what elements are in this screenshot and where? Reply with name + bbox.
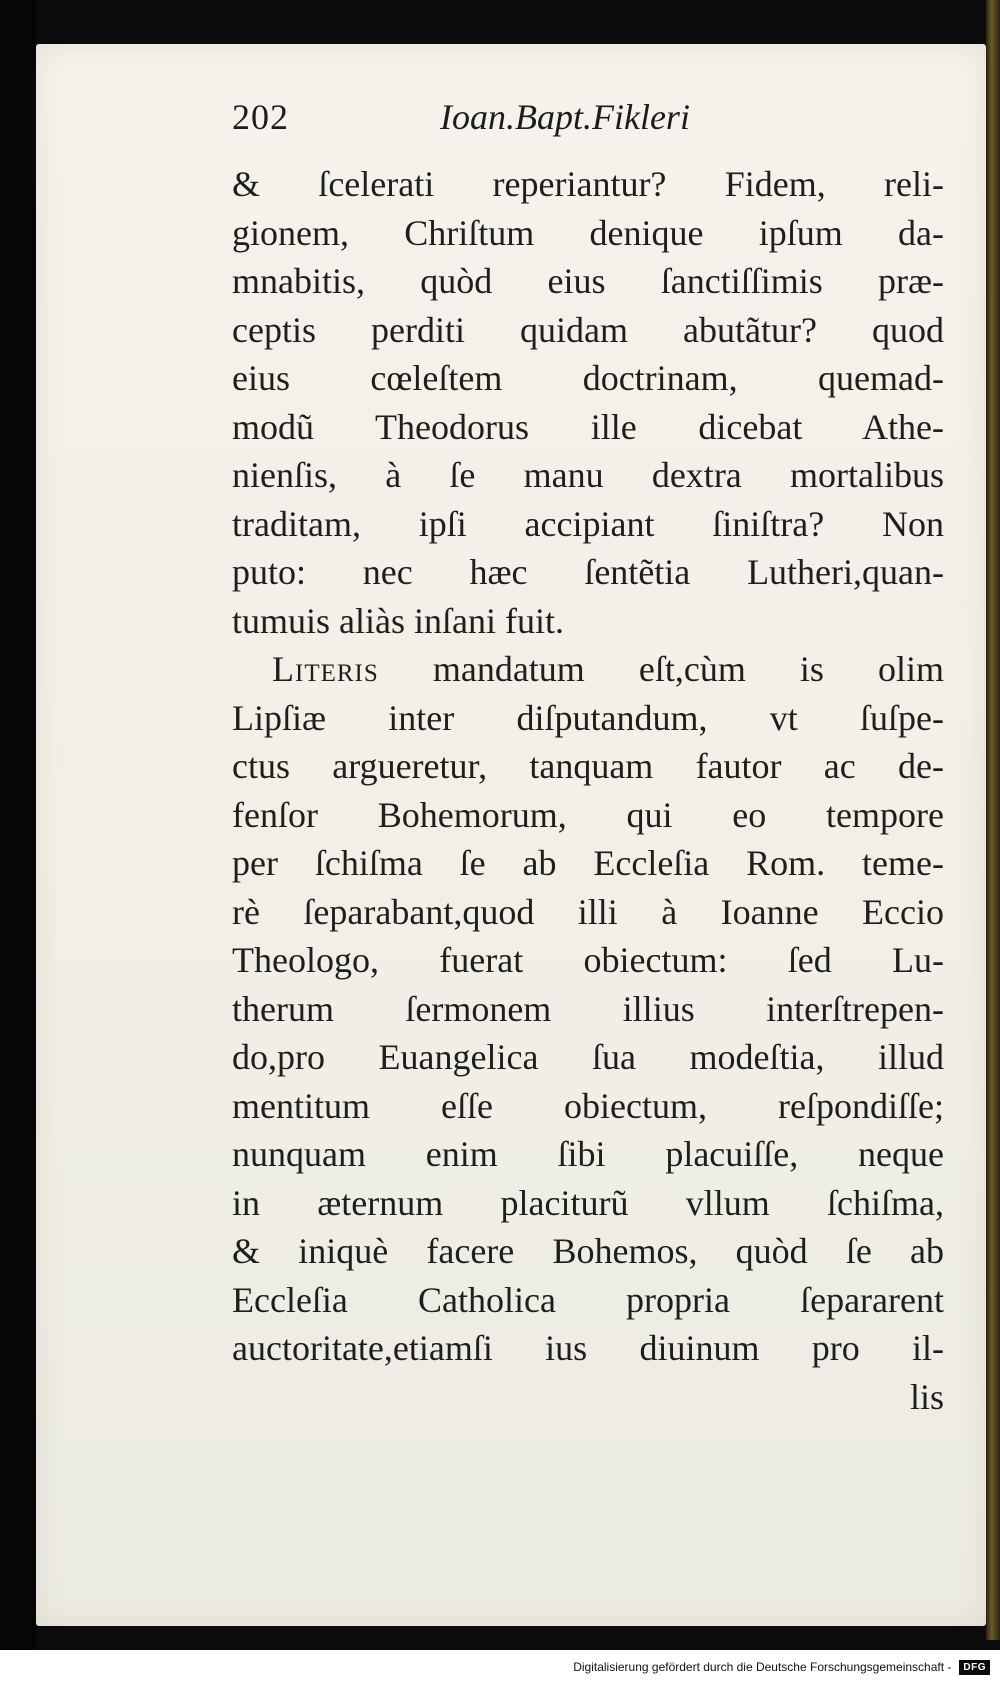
text-line: do,pro Euangelica ſua modeſtia, illud (232, 1037, 944, 1077)
text-line: Lipſiæ inter diſputandum, vt ſuſpe- (232, 697, 944, 738)
text-line: in æternum placiturũ vllum ſchiſma, (232, 1182, 944, 1223)
book-edge (986, 0, 1000, 1640)
text-line: mentitum eſſe obiectum, reſpondiſſe; (232, 1085, 944, 1126)
text-line: fenſor Bohemorum, qui eo tempore (232, 794, 944, 835)
text-line: ceptis perditi quidam abutãtur? quod (232, 309, 944, 350)
text-fragment: mandatum eſt,cùm is olim (378, 649, 944, 689)
text-line: mnabitis, quòd eius ſanctiſſimis præ- (232, 261, 944, 301)
dfg-logo: DFG (959, 1660, 990, 1675)
text-line: tumuis aliàs inſani fuit. (232, 600, 564, 641)
text-line: gionem, Chriſtum denique ipſum da- (232, 212, 944, 253)
text-line: puto: nec hæc ſentẽtia Lutheri,quan- (232, 552, 944, 592)
text-line: & ſcelerati reperiantur? Fidem, reli- (232, 164, 944, 204)
text-line: ctus argueretur, tanquam fautor ac de- (232, 746, 944, 786)
text-line: & iniquè facere Bohemos, quòd ſe ab (232, 1231, 944, 1271)
text-line: nunquam enim ſibi placuiſſe, neque (232, 1134, 944, 1174)
text-line: rè ſeparabant,quod illi à Ioanne Eccio (232, 891, 944, 932)
text-line: nienſis, à ſe manu dextra mortalibus (232, 455, 944, 495)
funding-notice: Digitalisierung gefördert durch die Deutsche Forschungsgemeinschaft - (573, 1660, 952, 1674)
running-title: Ioan.Bapt.Fikleri (440, 97, 690, 137)
text-line: modũ Theodorus ille dicebat Athe- (232, 406, 944, 447)
text-line: auctoritate,etiamſi ius diuinum pro il- (232, 1328, 944, 1368)
text-line: per ſchiſma ſe ab Eccleſia Rom. teme- (232, 843, 944, 883)
text-line: therum ſermonem illius interſtrepen- (232, 988, 944, 1029)
page-number: 202 (232, 97, 289, 137)
text-line: Theologo, fuerat obiectum: ſed Lu- (232, 940, 944, 980)
book-gutter-shadow (0, 0, 36, 1684)
digitization-footer (0, 1650, 1000, 1684)
text-line: eius cœleſtem doctrinam, quemad- (232, 358, 944, 398)
text-line: traditam, ipſi accipiant ſiniſtra? Non (232, 503, 944, 544)
smallcaps-word: Literis (272, 649, 379, 689)
catchword: lis (909, 1376, 944, 1417)
paragraph-first-line (232, 645, 944, 694)
text-line: Eccleſia Catholica propria ſepararent (232, 1279, 944, 1320)
body-text (232, 160, 944, 1421)
page-header (232, 96, 942, 156)
